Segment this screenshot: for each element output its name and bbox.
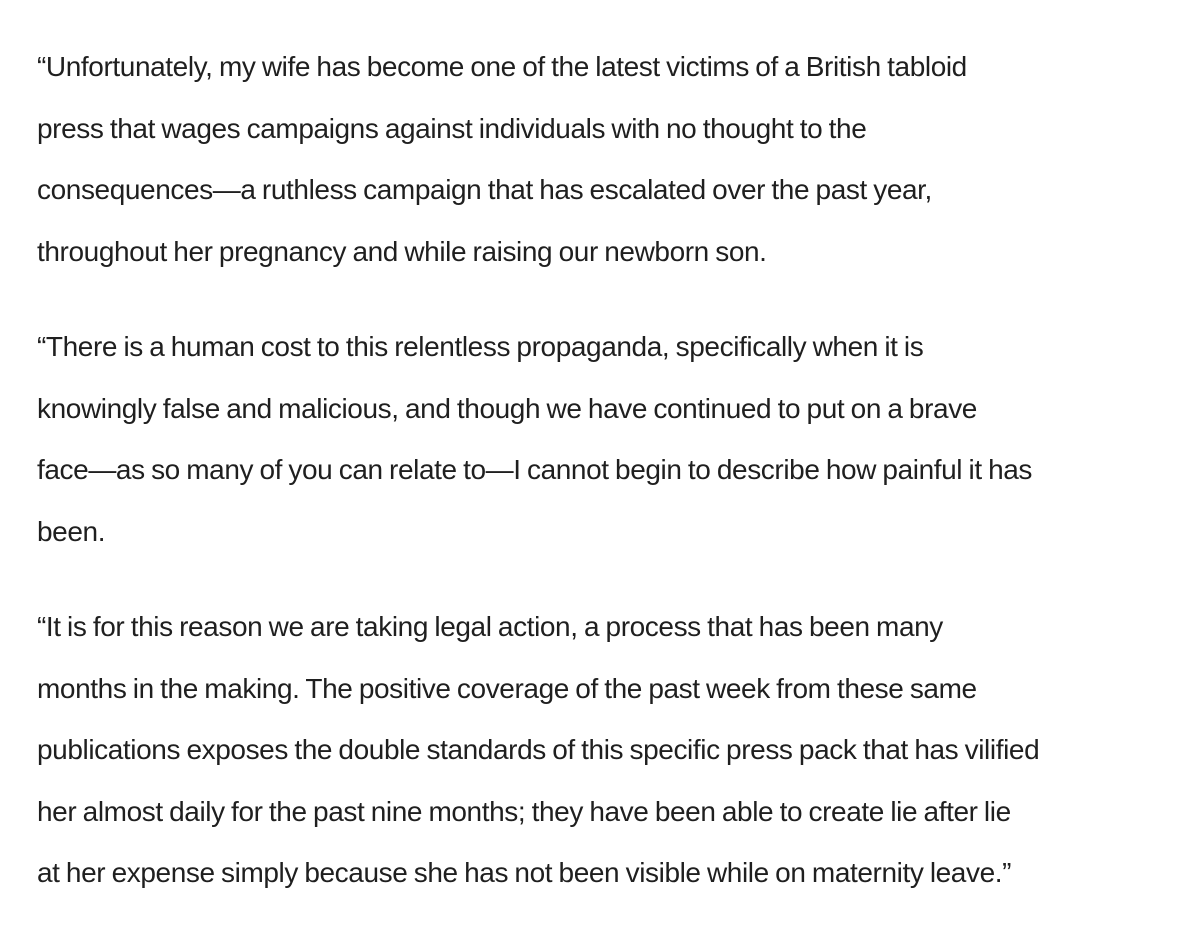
paragraph-2 [37,316,1187,562]
text-line: at her expense simply because she has not been visible while on maternity leave.” [37,857,1012,888]
text-line: been. [37,515,106,547]
text-line: “Unfortunately, my wife has become one of the latest victims of a British tabloid [37,51,967,82]
text-line: throughout her pregnancy and while raising our newborn son. [37,235,767,267]
article-body [37,36,1187,938]
text-line: “It is for this reason we are taking legal action, a process that has been many [37,611,943,642]
text-line: face—as so many of you can relate to—I cannot begin to describe how painful it has [37,454,1033,485]
text-line: publications exposes the double standards of this specific press pack that has vilified [37,734,1040,765]
text-line: press that wages campaigns against individuals with no thought to the [37,112,867,144]
text-line: “There is a human cost to this relentless propaganda, specifically when it is [37,331,924,362]
paragraph-1 [37,36,1187,282]
text-line: knowingly false and malicious, and though we have continued to put on a brave [37,392,977,424]
text-line: her almost daily for the past nine months; they have been able to create lie after lie [37,795,1011,827]
paragraph-3 [37,596,1187,904]
text-line: months in the making. The positive coverage of the past week from these same [37,672,977,704]
text-line: consequences—a ruthless campaign that has escalated over the past year, [37,174,932,205]
